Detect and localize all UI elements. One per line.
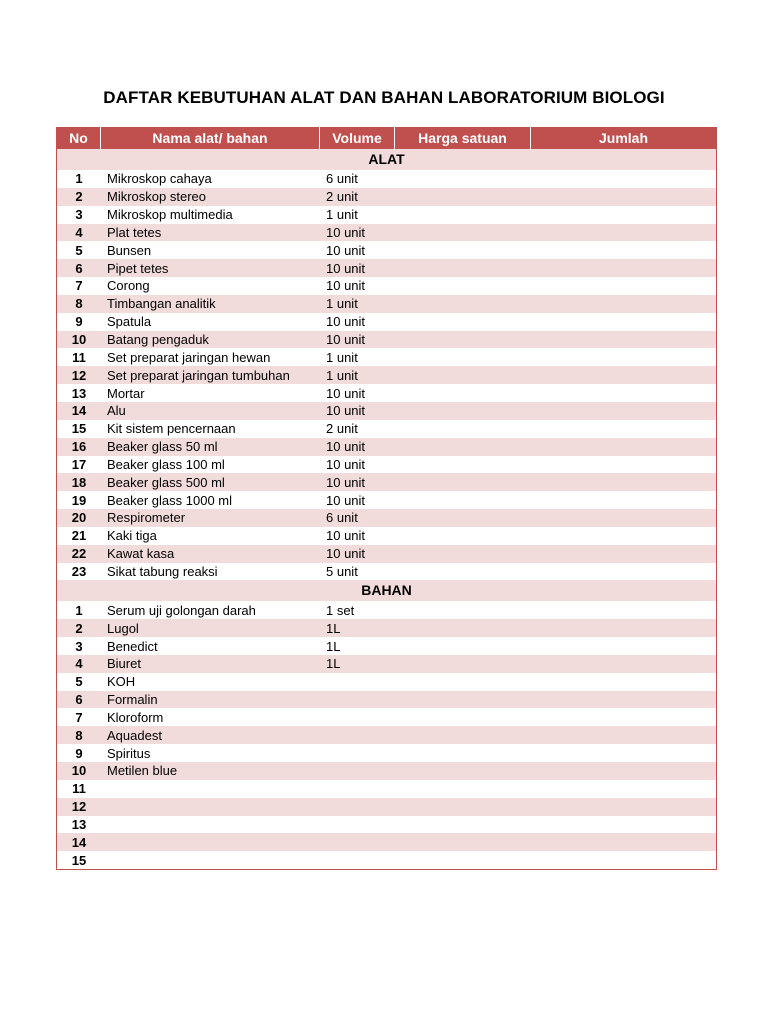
table-row [57, 527, 716, 545]
table-row [57, 224, 716, 242]
section-header-alat: ALAT [57, 149, 716, 170]
row-number: 14 [71, 403, 87, 419]
row-number: 3 [75, 207, 83, 223]
item-name: Beaker glass 500 ml [107, 474, 225, 490]
row-number: 9 [75, 314, 83, 330]
item-name: Mortar [107, 385, 145, 401]
item-name: Beaker glass 1000 ml [107, 492, 233, 508]
row-number: 10 [71, 332, 87, 348]
table-row [57, 816, 716, 834]
item-name: Mikroskop cahaya [107, 171, 212, 187]
row-number: 22 [71, 546, 87, 562]
row-number: 8 [75, 296, 83, 312]
section-header-bahan: BAHAN [57, 580, 716, 601]
table-row [57, 277, 716, 295]
table-row [57, 295, 716, 313]
table-row [57, 331, 716, 349]
table-row [57, 545, 716, 563]
row-number: 1 [75, 171, 83, 187]
table-row [57, 762, 716, 780]
table-row [57, 473, 716, 491]
row-number: 4 [75, 656, 83, 672]
item-volume: 10 unit [326, 242, 366, 258]
row-number: 7 [75, 278, 83, 294]
item-name: Spatula [107, 314, 152, 330]
table-header-row [57, 127, 716, 149]
table-row [57, 509, 716, 527]
row-number: 1 [75, 602, 83, 618]
item-volume: 6 unit [326, 510, 358, 526]
item-volume: 10 unit [326, 332, 366, 348]
row-number: 9 [75, 745, 83, 761]
table-row [57, 206, 716, 224]
column-header-volume: Volume [320, 127, 395, 149]
item-name: Set preparat jaringan tumbuhan [107, 367, 290, 383]
row-number: 13 [71, 385, 87, 401]
item-volume: 1 unit [326, 296, 358, 312]
table-row [57, 348, 716, 366]
table-row [57, 744, 716, 762]
item-name: Formalin [107, 692, 158, 708]
item-name: Kloroform [107, 709, 164, 725]
item-name: Batang pengaduk [107, 332, 209, 348]
table-row [57, 601, 716, 619]
table-row [57, 726, 716, 744]
item-volume: 10 unit [326, 456, 366, 472]
item-volume: 1 unit [326, 207, 358, 223]
item-volume: 1 unit [326, 367, 358, 383]
item-name: Set preparat jaringan hewan [107, 349, 271, 365]
table-row [57, 241, 716, 259]
row-number: 2 [75, 189, 83, 205]
row-number: 7 [75, 709, 83, 725]
item-volume: 2 unit [326, 189, 358, 205]
row-number: 17 [71, 456, 87, 472]
item-volume: 10 unit [326, 474, 366, 490]
item-name: Corong [107, 278, 150, 294]
item-volume: 10 unit [326, 385, 366, 401]
item-name: Mikroskop stereo [107, 189, 206, 205]
item-name: Biuret [107, 656, 141, 672]
item-name: Lugol [107, 620, 139, 636]
item-volume: 1 unit [326, 349, 358, 365]
row-number: 6 [75, 692, 83, 708]
table-row [57, 851, 716, 869]
table-row [57, 833, 716, 851]
row-number: 3 [75, 638, 83, 654]
item-name: Respirometer [107, 510, 186, 526]
item-name: Kawat kasa [107, 546, 175, 562]
item-name: Beaker glass 50 ml [107, 439, 218, 455]
item-name: Sikat tabung reaksi [107, 563, 218, 579]
item-volume: 10 unit [326, 314, 366, 330]
table-row [57, 420, 716, 438]
item-volume: 1L [326, 620, 341, 636]
row-number: 12 [71, 799, 87, 815]
item-name: Spiritus [107, 745, 151, 761]
row-number: 15 [71, 852, 87, 868]
table-row [57, 384, 716, 402]
table-row [57, 637, 716, 655]
row-number: 20 [71, 510, 87, 526]
table-row [57, 491, 716, 509]
table-row [57, 313, 716, 331]
item-volume: 2 unit [326, 421, 358, 437]
item-volume: 5 unit [326, 563, 358, 579]
item-volume: 1L [326, 656, 341, 672]
table-row [57, 691, 716, 709]
table-row [57, 438, 716, 456]
row-number: 10 [71, 763, 87, 779]
item-name: Alu [107, 403, 126, 419]
row-number: 2 [75, 620, 83, 636]
item-name: Kaki tiga [107, 528, 157, 544]
item-name: Kit sistem pencernaan [107, 421, 236, 437]
row-number: 4 [75, 224, 83, 240]
row-number: 23 [71, 563, 87, 579]
row-number: 11 [72, 781, 86, 797]
table-row [57, 170, 716, 188]
document-title: DAFTAR KEBUTUHAN ALAT DAN BAHAN LABORATORIUM BIOLOGI [103, 88, 665, 107]
row-number: 13 [71, 816, 87, 832]
item-volume: 10 unit [326, 224, 366, 240]
item-volume: 10 unit [326, 546, 366, 562]
column-header-no: No [57, 127, 101, 149]
row-number: 5 [75, 674, 83, 690]
item-volume: 1 set [326, 602, 355, 618]
row-number: 12 [71, 367, 87, 383]
item-name: Bunsen [107, 242, 152, 258]
row-number: 18 [71, 474, 87, 490]
item-name: Serum uji golongan darah [107, 602, 256, 618]
table-row [57, 798, 716, 816]
row-number: 5 [75, 242, 83, 258]
table-row [57, 402, 716, 420]
table-row [57, 673, 716, 691]
row-number: 15 [71, 421, 87, 437]
table-row [57, 188, 716, 206]
item-name: Plat tetes [107, 224, 162, 240]
table-body [57, 149, 716, 869]
item-volume: 10 unit [326, 528, 366, 544]
row-number: 11 [72, 349, 86, 365]
item-name: Benedict [107, 638, 158, 654]
table-row [57, 780, 716, 798]
item-volume: 10 unit [326, 260, 366, 276]
table-row [57, 655, 716, 673]
item-volume: 10 unit [326, 403, 366, 419]
item-name: Aquadest [107, 727, 162, 743]
row-number: 16 [71, 439, 87, 455]
item-name: KOH [107, 674, 136, 690]
item-volume: 10 unit [326, 492, 366, 508]
table-row [57, 563, 716, 581]
item-volume: 1L [326, 638, 341, 654]
table-row [57, 619, 716, 637]
equipment-table [56, 127, 717, 870]
item-name: Beaker glass 100 ml [107, 456, 225, 472]
item-name: Timbangan analitik [107, 296, 216, 312]
column-header-price: Harga satuan [395, 127, 531, 149]
table-row [57, 259, 716, 277]
item-volume: 10 unit [326, 278, 366, 294]
row-number: 14 [71, 834, 87, 850]
item-name: Metilen blue [107, 763, 178, 779]
item-volume: 6 unit [326, 171, 358, 187]
row-number: 21 [71, 528, 87, 544]
item-volume: 10 unit [326, 439, 366, 455]
item-name: Mikroskop multimedia [107, 207, 233, 223]
table-row [57, 708, 716, 726]
column-header-name: Nama alat/ bahan [101, 127, 320, 149]
table-row [57, 456, 716, 474]
column-header-total: Jumlah [598, 130, 648, 146]
item-name: Pipet tetes [107, 260, 169, 276]
row-number: 6 [75, 260, 83, 276]
table-row [57, 366, 716, 384]
row-number: 8 [75, 727, 83, 743]
row-number: 19 [71, 492, 87, 508]
